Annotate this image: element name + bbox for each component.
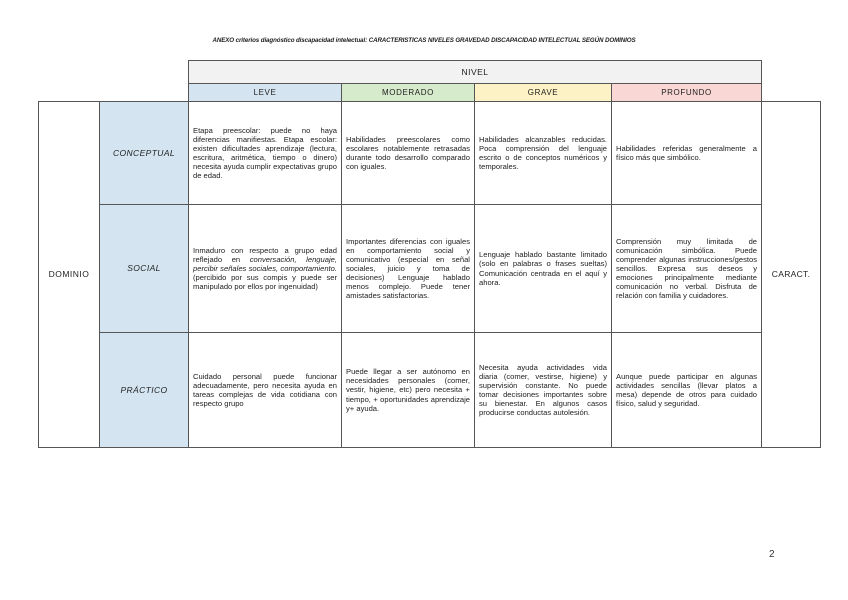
severity-table [38,60,821,448]
level-moderado: MODERADO [342,84,475,102]
conceptual-profundo: Habilidades referidas generalmente a físico más que simbólico. [612,102,762,205]
category-practico: PRÁCTICO [100,333,189,448]
empty-corner-right-2 [762,84,821,102]
empty-corner-2 [39,84,189,102]
empty-corner [39,61,189,84]
social-leve-text-a: Inmaduro con respecto a grupo edad reflejado en [193,245,337,264]
caract-label: CARACT. [762,102,821,448]
document-title: ANEXO criterios diagnóstico discapacidad intelectual: CARACTERISTICAS NIVELES GRAVEDAD DISCAPACIDAD INTELECTUAL SEGÚN DOMINIOS [212,37,636,44]
social-leve [189,205,342,333]
level-grave: GRAVE [475,84,612,102]
practico-moderado: Puede llegar a ser autónomo en necesidades personales (comer, vestir, higiene, etc) pero necesita + tiempo, + oportunidades aprendizaje y+ ayuda. [342,333,475,448]
level-leve: LEVE [189,84,342,102]
practico-grave: Necesita ayuda actividades vida diaria (comer, vestirse, higiene) y supervisión constante. No puede tomar decisiones importantes sobre su bienestar. En algunos casos producirse conductas autolesión. [475,333,612,448]
social-leve-text-b: conversación, lenguaje, percibir señales sociales, comportamiento. [193,254,337,273]
social-grave: Lenguaje hablado bastante limitado (solo en palabras o frases sueltas) Comunicación centrada en el aquí y ahora. [475,205,612,333]
dominio-label: DOMINIO [39,102,100,448]
level-profundo: PROFUNDO [612,84,762,102]
conceptual-leve: Etapa preescolar: puede no haya diferencias manifiestas. Etapa escolar: existen dificultades aprendizaje (lectura, escritura, aritmética, tiempo o dinero) necesita ayuda cumplir expectativas grupo de edad. [189,102,342,205]
conceptual-grave: Habilidades alcanzables reducidas. Poca comprensión del lenguaje escrito o de conceptos numéricos y temporales. [475,102,612,205]
category-conceptual: CONCEPTUAL [100,102,189,205]
empty-corner-right [762,61,821,84]
social-moderado: Importantes diferencias con iguales en comportamiento social y comunicativo (especial en señal sociales, juicio y toma de decisiones) Lenguaje hablado menos complejo. Puede tener amistades satisfactorias. [342,205,475,333]
category-social: SOCIAL [100,205,189,333]
practico-profundo: Aunque puede participar en algunas actividades sencillas (llevar platos a mesa) depende de otros para cuidado físico, salud y seguridad. [612,333,762,448]
page-number: 2 [769,549,775,560]
nivel-header: NIVEL [189,61,762,84]
social-leve-text-c: (percibido por sus compis y puede ser manipulado por ellos por ingenuidad) [193,273,337,292]
social-profundo: Comprensión muy limitada de comunicación simbólica. Puede comprender algunas instrucciones/gestos sencillos. Expresa sus deseos y emociones principalmente mediante comunicación no verbal. Disfruta de relación con familia y cuidadores. [612,205,762,333]
conceptual-moderado: Habilidades preescolares como escolares notablemente retrasadas durante todo desarrollo comparado con iguales. [342,102,475,205]
practico-leve: Cuidado personal puede funcionar adecuadamente, pero necesita ayuda en tareas complejas de vida cotidiana con respecto grupo [189,333,342,448]
